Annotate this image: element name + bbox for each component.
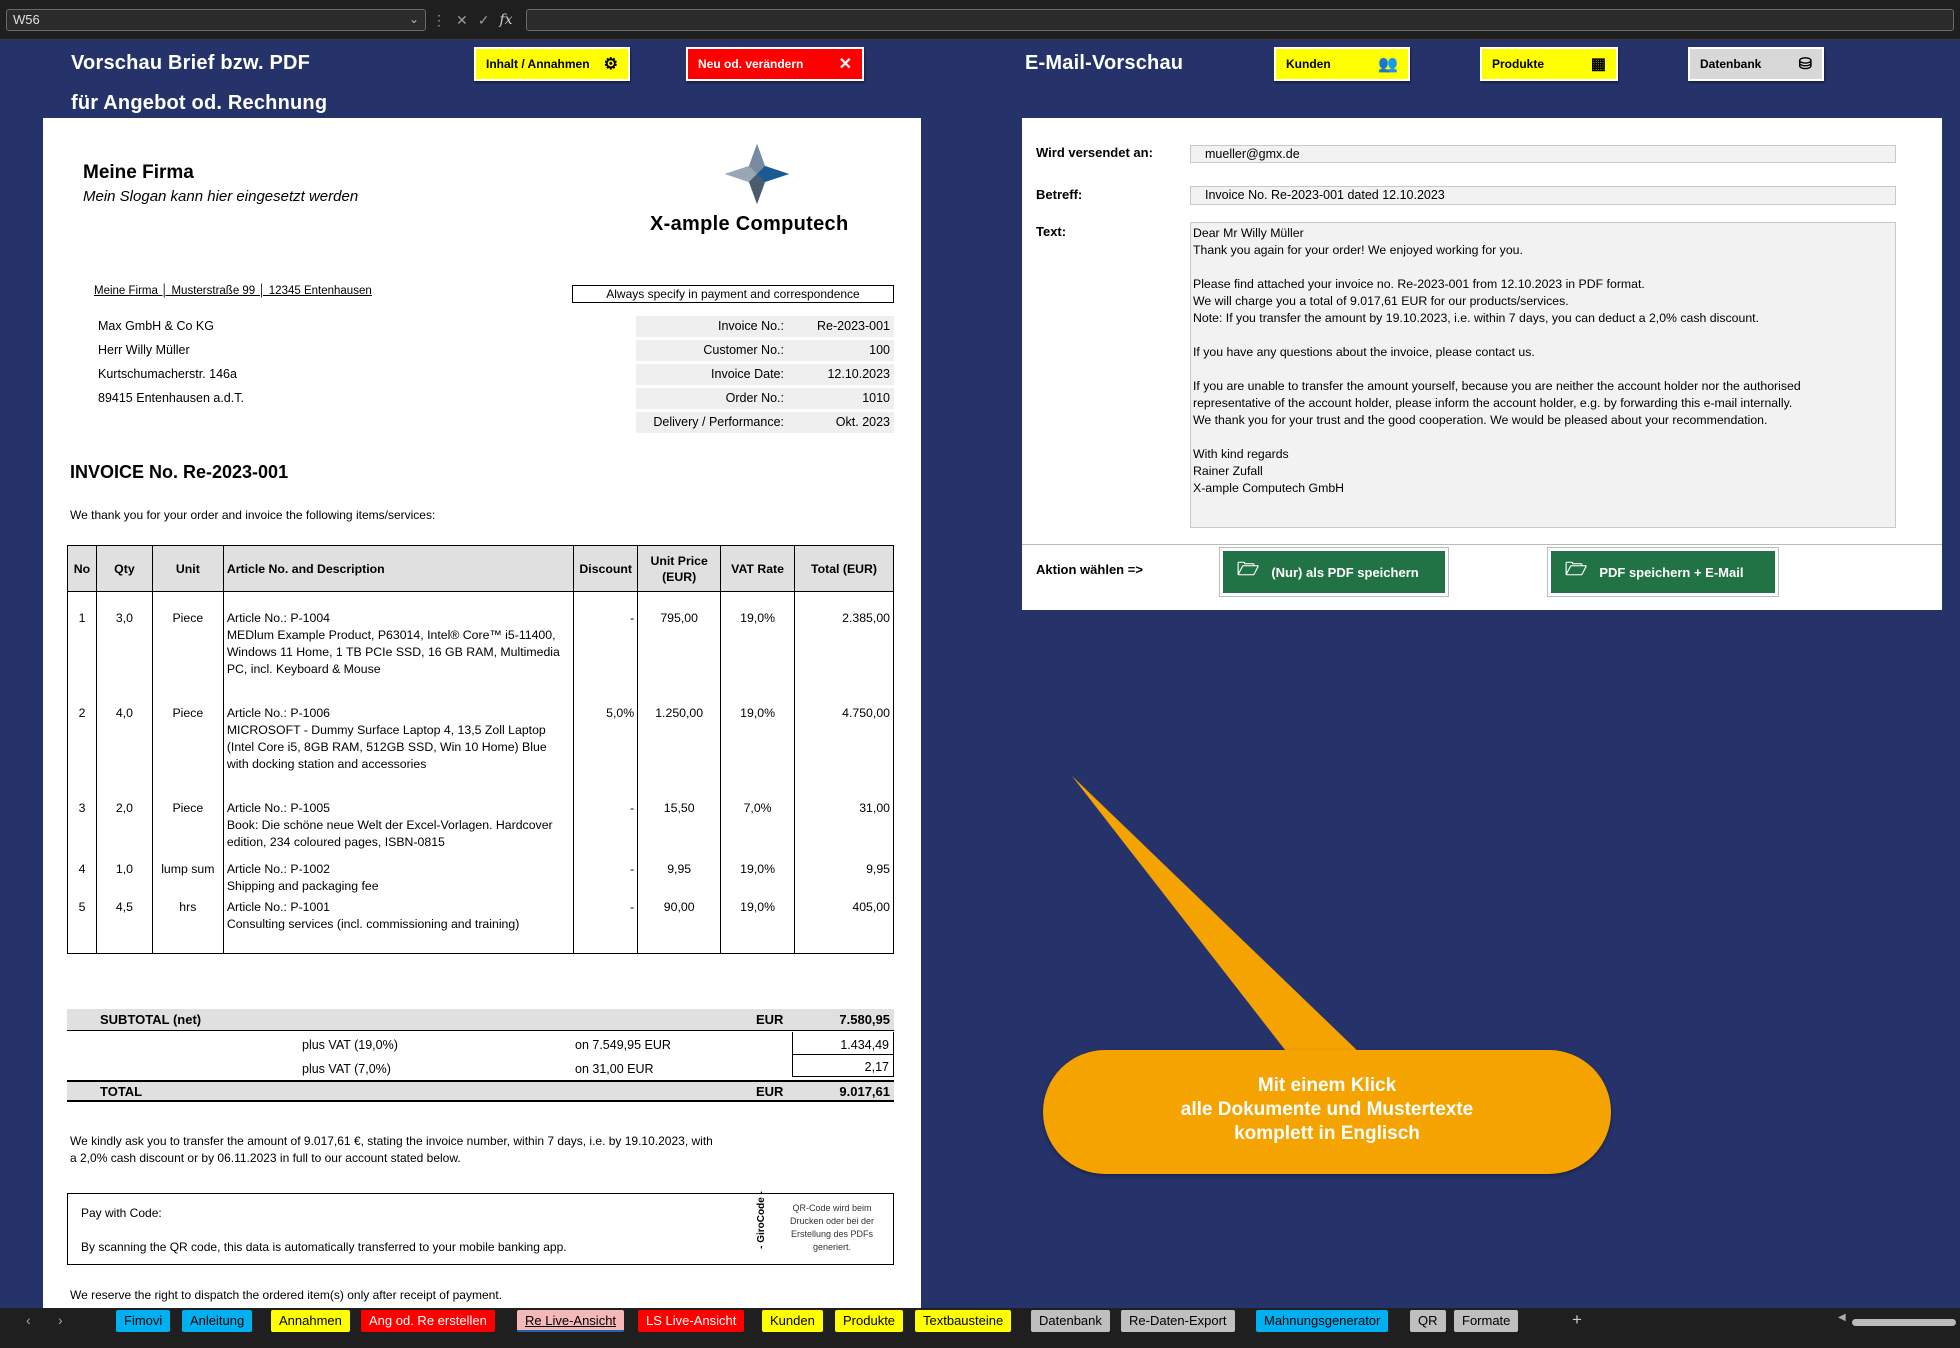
col-unit: Unit: [152, 546, 223, 592]
pay-scan-text: By scanning the QR code, this data is automatically transferred to your mobile banking app.: [81, 1240, 567, 1254]
cell-price: 9,95: [638, 858, 721, 896]
cell-discount: -: [574, 782, 638, 858]
cell-total: 9,95: [795, 858, 894, 896]
email-line: [1193, 259, 1895, 276]
cell-total: 405,00: [795, 896, 894, 954]
cell-qty: 1,0: [96, 858, 152, 896]
meta-delivery: [636, 412, 894, 433]
email-line: [1193, 429, 1895, 446]
inhalt-annahmen-button[interactable]: [474, 47, 630, 81]
more-icon[interactable]: ⋮: [432, 12, 446, 28]
payment-terms-line1: We kindly ask you to transfer the amount of 9.017,61 €, stating the invoice number, within 7 days, i.e. by 19.10.2023, with: [70, 1134, 713, 1148]
desc-text: MEDlum Example Product, P63014, Intel® Core™ i5-11400, Windows 11 Home, 1 TB PCIe SSD, 16 GB RAM, Multimedia PC, incl. Keyboard & Mouse: [226, 628, 560, 676]
cell-no: 2: [68, 687, 97, 782]
subtotal-currency: EUR: [756, 1012, 784, 1027]
cancel-icon[interactable]: ✕: [456, 12, 468, 28]
cell-qty: 3,0: [96, 592, 152, 687]
cell-total: 2.385,00: [795, 592, 894, 687]
sender-line: Meine Firma │ Musterstraße 99 │ 12345 Entenhausen: [94, 285, 372, 297]
cell-qty: 4,0: [96, 687, 152, 782]
cell-discount: 5,0%: [574, 687, 638, 782]
chevron-down-icon[interactable]: ⌄: [408, 12, 419, 26]
worksheet: [0, 40, 1960, 1308]
col-desc: Article No. and Description: [223, 546, 573, 592]
sheet-tab[interactable]: LS Live-Ansicht: [638, 1310, 744, 1332]
sheet-tab[interactable]: Fimovi: [116, 1310, 170, 1332]
kunden-label: Kunden: [1286, 57, 1331, 71]
left-title-line2: für Angebot od. Rechnung: [71, 92, 328, 114]
email-line: If you are unable to transfer the amount yourself, because you are neither the account holder nor the authorised: [1193, 379, 1801, 393]
divider: [1022, 544, 1942, 545]
desc-article: Article No.: P-1005: [226, 800, 331, 815]
neu-label: Neu od. verändern: [698, 57, 804, 71]
sheet-tab[interactable]: Re Live-Ansicht: [517, 1310, 624, 1332]
firm-name: Meine Firma: [83, 162, 194, 183]
kunden-button[interactable]: [1274, 47, 1410, 81]
meta-value: 100: [869, 343, 890, 357]
cell-no: 1: [68, 592, 97, 687]
payment-terms-line2: a 2,0% cash discount or by 06.11.2023 in full to our account stated below.: [70, 1151, 461, 1165]
desc-text: Book: Die schöne neue Welt der Excel-Vorlagen. Hardcover edition, 234 coloured pages, ISBN-0815: [226, 817, 553, 849]
sheet-tab[interactable]: Anleitung: [182, 1310, 252, 1332]
meta-value: Okt. 2023: [835, 415, 890, 429]
cell-vat: 19,0%: [721, 592, 795, 687]
cell-desc: [223, 896, 573, 954]
col-qty: Qty: [96, 546, 152, 592]
email-line: With kind regards: [1193, 447, 1289, 461]
datenbank-button[interactable]: [1688, 47, 1824, 81]
horizontal-scrollbar[interactable]: [1852, 1319, 1956, 1326]
cell-unit: hrs: [152, 896, 223, 954]
qr-placeholder-note: QR-Code wird beim Drucken oder bei der Erstellung des PDFs generiert.: [789, 1203, 875, 1252]
sheet-tab[interactable]: Datenbank: [1031, 1310, 1110, 1332]
address-line: Kurtschumacherstr. 146a: [98, 367, 237, 381]
cell-vat: 19,0%: [721, 858, 795, 896]
cell-desc: [223, 592, 573, 687]
desc-article: Article No.: P-1002: [226, 861, 331, 876]
desc-text: MICROSOFT - Dummy Surface Laptop 4, 13,5 Zoll Laptop (Intel Core i5, 8GB RAM, 512GB SSD, Win 10 Home) Blue with docking station and accessories: [226, 722, 547, 771]
neu-veraendern-button[interactable]: [686, 47, 864, 81]
table-row: [68, 592, 894, 687]
reference-note: Always specify in payment and correspondence: [572, 285, 894, 303]
email-line: representative of the account holder, please inform the account holder, e.g. by forwarding this e-mail internally.: [1193, 396, 1793, 410]
cell-discount: -: [574, 896, 638, 954]
sheet-tab[interactable]: Formate: [1454, 1310, 1518, 1332]
desc-text: Shipping and packaging fee: [226, 878, 379, 893]
action-label: Aktion wählen =>: [1036, 562, 1143, 577]
vat2-base: on 31,00 EUR: [575, 1062, 654, 1076]
email-line: If you have any questions about the invoice, please contact us.: [1193, 345, 1535, 359]
function-icon[interactable]: fx: [499, 12, 513, 28]
produkte-button[interactable]: [1480, 47, 1618, 81]
desc-article: Article No.: P-1004: [226, 611, 331, 625]
database-icon: ⛁: [1798, 56, 1812, 73]
cell-price: 90,00: [638, 896, 721, 954]
cell-unit: Piece: [152, 592, 223, 687]
cell-unit: Piece: [152, 687, 223, 782]
email-preview-title: E-Mail-Vorschau: [1025, 52, 1184, 74]
cell-no: 3: [68, 782, 97, 858]
email-body-field[interactable]: [1190, 222, 1896, 528]
pay-with-code-box: [67, 1193, 894, 1265]
invoice-intro: We thank you for your order and invoice the following items/services:: [70, 508, 436, 522]
email-line: We will charge you a total of 9.017,61 EUR for our products/services.: [1193, 294, 1569, 308]
cell-unit: Piece: [152, 782, 223, 858]
firm-slogan: Mein Slogan kann hier eingesetzt werden: [83, 188, 359, 205]
cell-total: 31,00: [795, 782, 894, 858]
sheet-tab[interactable]: Ang od. Re erstellen: [361, 1310, 495, 1332]
col-vat: VAT Rate: [721, 546, 795, 592]
reserve-note: We reserve the right to dispatch the ordered item(s) only after receipt of payment.: [70, 1288, 502, 1302]
subject-field[interactable]: Invoice No. Re-2023-001 dated 12.10.2023: [1190, 186, 1896, 205]
cell-vat: 19,0%: [721, 687, 795, 782]
total-value: 9.017,61: [839, 1084, 890, 1099]
folder-icon: 🗁: [1237, 559, 1260, 579]
callout-line: Mit einem Klick: [1257, 1075, 1397, 1096]
datenbank-label: Datenbank: [1700, 57, 1762, 71]
sheet-tab[interactable]: Re-Daten-Export: [1121, 1310, 1235, 1332]
cell-price: 795,00: [638, 592, 721, 687]
meta-order-no: [636, 388, 894, 409]
name-box[interactable]: [6, 9, 426, 31]
desc-article: Article No.: P-1001: [226, 899, 331, 914]
status-bar: [0, 1336, 1960, 1348]
email-line: [1193, 361, 1895, 378]
col-price: Unit Price (EUR): [638, 546, 721, 592]
callout-bubble: [1043, 1050, 1611, 1174]
table-row: [68, 782, 894, 858]
sheet-tab[interactable]: QR: [1410, 1310, 1446, 1332]
cell-desc: [223, 687, 573, 782]
save-pdf-email-label: PDF speichern + E-Mail: [1599, 564, 1744, 580]
meta-customer-no: [636, 340, 894, 361]
vat2-label: plus VAT (7,0%): [302, 1062, 391, 1076]
table-row: [68, 858, 894, 896]
sheet-tab[interactable]: Kunden: [762, 1310, 823, 1332]
col-discount: Discount: [574, 546, 638, 592]
scroll-left-icon[interactable]: ◀: [1838, 1312, 1846, 1323]
callout-pointer: [1060, 770, 1400, 1092]
email-line: Please find attached your invoice no. Re-2023-001 from 12.10.2023 in PDF format.: [1193, 277, 1645, 291]
total-row: [67, 1080, 894, 1102]
text-label: Text:: [1036, 224, 1067, 239]
left-title-line1: Vorschau Brief bzw. PDF: [71, 52, 311, 74]
cell-no: 4: [68, 858, 97, 896]
pay-code-label: Pay with Code:: [81, 1206, 162, 1220]
confirm-icon[interactable]: ✓: [477, 12, 490, 28]
formula-bar: [0, 0, 1960, 40]
email-line: Rainer Zufall: [1193, 464, 1263, 478]
add-sheet-icon[interactable]: +: [1572, 1310, 1582, 1329]
meta-key: Invoice No.:: [717, 319, 784, 333]
meta-invoice-date: [636, 364, 894, 385]
save-pdf-email-button[interactable]: [1548, 548, 1778, 596]
sheet-tab-bar: [0, 1308, 1960, 1336]
formula-icons: [432, 9, 513, 31]
cell-unit: lump sum: [152, 858, 223, 896]
cell-qty: 2,0: [96, 782, 152, 858]
cell-discount: -: [574, 858, 638, 896]
boxes-icon: ▦: [1590, 56, 1606, 73]
next-sheet-icon[interactable]: ›: [58, 1312, 63, 1328]
subtotal-row: [67, 1009, 894, 1031]
prev-sheet-icon[interactable]: ‹: [26, 1312, 31, 1328]
produkte-label: Produkte: [1492, 57, 1545, 71]
subtotal-label: SUBTOTAL (net): [100, 1012, 202, 1027]
gear-icon: ⚙: [603, 56, 618, 73]
vat1-label: plus VAT (19,0%): [302, 1038, 398, 1052]
sheet-tab[interactable]: Produkte: [835, 1310, 903, 1332]
email-line: X-ample Computech GmbH: [1193, 481, 1345, 495]
cell-total: 4.750,00: [795, 687, 894, 782]
recipient-address: [98, 314, 244, 410]
email-line: Thank you again for your order! We enjoyed working for you.: [1193, 243, 1523, 257]
cell-desc: [223, 858, 573, 896]
cell-qty: 4,5: [96, 896, 152, 954]
meta-key: Order No.:: [725, 391, 784, 405]
users-icon: 👥: [1378, 56, 1398, 73]
address-line: 89415 Entenhausen a.d.T.: [98, 391, 244, 405]
inhalt-label: Inhalt / Annahmen: [486, 57, 590, 71]
folder-icon: 🗁: [1565, 559, 1588, 579]
girocode-label: - GiroCode -: [756, 1191, 767, 1249]
email-preview-panel: [1022, 118, 1942, 610]
formula-input[interactable]: [526, 9, 1954, 31]
col-no: No: [68, 546, 97, 592]
invoice-document: [43, 118, 921, 1308]
cell-discount: -: [574, 592, 638, 687]
email-line: [1193, 327, 1895, 344]
invoice-title: INVOICE No. Re-2023-001: [70, 462, 289, 482]
save-pdf-button[interactable]: [1220, 548, 1448, 596]
meta-key: Delivery / Performance:: [653, 415, 784, 429]
table-row: [68, 896, 894, 954]
sheet-tab[interactable]: Mahnungsgenerator: [1256, 1310, 1388, 1332]
items-table: [67, 545, 894, 954]
vat1-value: 1.434,49: [792, 1032, 894, 1055]
cell-desc: [223, 782, 573, 858]
table-row: [68, 687, 894, 782]
cell-price: 15,50: [638, 782, 721, 858]
address-line: Herr Willy Müller: [98, 343, 190, 357]
total-label: TOTAL: [100, 1084, 143, 1099]
cell-vat: 19,0%: [721, 896, 795, 954]
to-field[interactable]: mueller@gmx.de: [1190, 145, 1896, 163]
meta-value: 1010: [862, 391, 890, 405]
callout-line: komplett in Englisch: [1234, 1123, 1420, 1144]
to-label: Wird versendet an:: [1036, 145, 1153, 160]
meta-value: Re-2023-001: [817, 319, 890, 333]
email-line: Dear Mr Willy Müller: [1193, 226, 1304, 240]
subject-label: Betreff:: [1036, 187, 1083, 202]
sheet-tab[interactable]: Annahmen: [271, 1310, 350, 1332]
company-logo-icon: [719, 142, 795, 206]
cell-vat: 7,0%: [721, 782, 795, 858]
save-pdf-label: (Nur) als PDF speichern: [1271, 564, 1419, 580]
callout-line: alle Dokumente und Mustertexte: [1180, 1099, 1474, 1120]
email-line: We thank you for your trust and the good cooperation. We would be pleased about your recommendation.: [1193, 413, 1768, 427]
meta-key: Invoice Date:: [711, 367, 784, 381]
sheet-tab[interactable]: Textbausteine: [915, 1310, 1011, 1332]
table-header-row: [68, 546, 894, 592]
name-box-value: W56: [13, 12, 40, 27]
desc-article: Article No.: P-1006: [226, 705, 331, 720]
total-currency: EUR: [756, 1084, 784, 1099]
meta-invoice-no: [636, 316, 894, 337]
desc-text: Consulting services (incl. commissioning and training): [226, 916, 520, 931]
cell-no: 5: [68, 896, 97, 954]
vat1-base: on 7.549,95 EUR: [575, 1038, 671, 1052]
subtotal-value: 7.580,95: [839, 1012, 890, 1027]
cell-price: 1.250,00: [638, 687, 721, 782]
address-line: Max GmbH & Co KG: [98, 319, 214, 333]
meta-key: Customer No.:: [703, 343, 784, 357]
meta-value: 12.10.2023: [827, 367, 890, 381]
tools-icon: ✕: [838, 56, 852, 73]
email-line: Note: If you transfer the amount by 19.10.2023, i.e. within 7 days, you can deduct a 2,0% cash discount.: [1193, 311, 1759, 325]
col-total: Total (EUR): [795, 546, 894, 592]
vat2-value: 2,17: [792, 1055, 894, 1077]
logo-text: X-ample Computech: [650, 213, 849, 235]
